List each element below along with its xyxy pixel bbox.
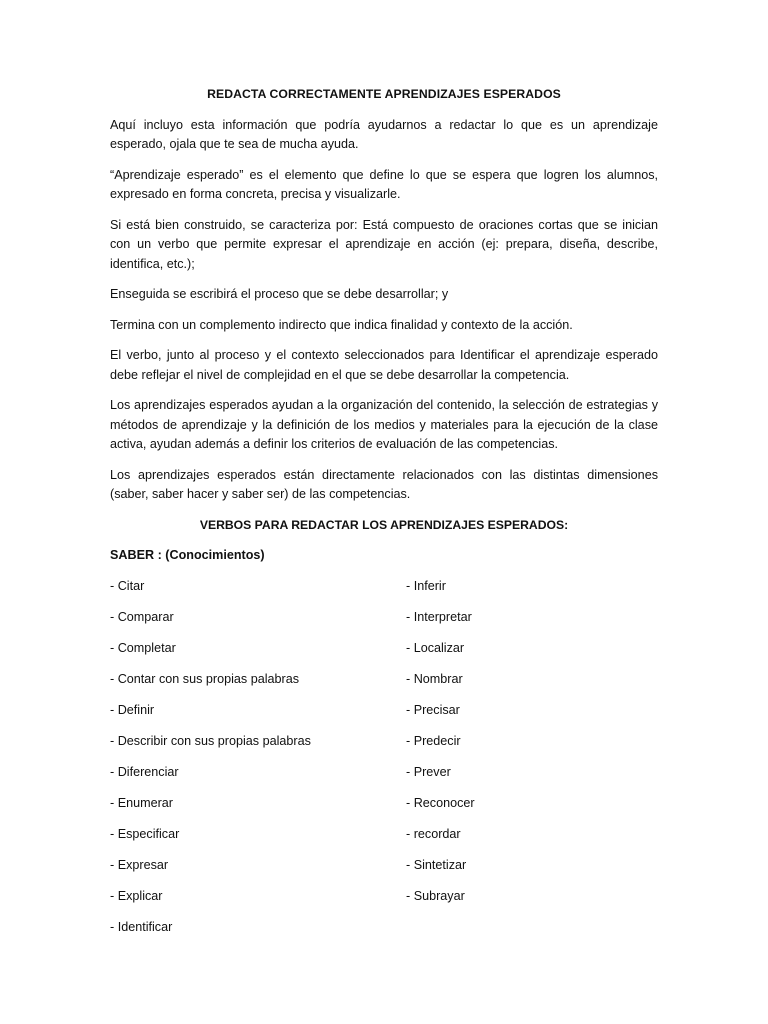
paragraph-dimensions: Los aprendizajes esperados están directamente relacionados con las distintas dimensiones (saber, saber hacer y saber ser) de las competencias.: [110, 467, 658, 501]
verb-item: - recordar: [406, 826, 461, 841]
verb-item: - Comparar: [110, 609, 174, 624]
verb-item: - Interpretar: [406, 609, 472, 624]
verb-item: - Reconocer: [406, 795, 475, 810]
paragraph-complement: Termina con un complemento indirecto que indica finalidad y contexto de la acción.: [110, 317, 573, 332]
paragraph-characteristics: Si está bien construido, se caracteriza por: Está compuesto de oraciones cortas que se inician con un verbo que permite expresar el aprendizaje en acción (ej: prepara, diseña, describe, identifica, etc.);: [110, 217, 658, 271]
verb-item: - Localizar: [406, 640, 465, 655]
verb-item: - Diferenciar: [110, 764, 179, 779]
paragraph-benefits: Los aprendizajes esperados ayudan a la organización del contenido, la selección de estrategias y métodos de aprendizaje y la definición de los medios y materiales para la ejecución de la clase activa, ayudan además a definir los criterios de evaluación de las competencias.: [110, 398, 658, 451]
verbs-left-column: [110, 577, 311, 949]
verb-item: - Enumerar: [110, 795, 173, 810]
paragraph-process: Enseguida se escribirá el proceso que se debe desarrollar; y: [110, 287, 449, 301]
verb-item: - Prever: [406, 764, 451, 779]
section-heading-saber: SABER : (Conocimientos): [110, 548, 265, 562]
paragraph-intro: Aquí incluyo esta información que podría ayudarnos a redactar lo que es un aprendizaje esperado, ojala que te sea de mucha ayuda.: [110, 117, 658, 151]
verb-item: - Sintetizar: [406, 857, 467, 872]
document-page: [110, 85, 658, 934]
verb-item: - Contar con sus propias palabras: [110, 671, 300, 686]
verb-item: - Describir con sus propias palabras: [110, 733, 311, 748]
verb-item: - Definir: [110, 702, 155, 717]
verb-item: - Explicar: [110, 888, 163, 903]
verb-item: - Precisar: [406, 702, 460, 717]
verb-item: - Identificar: [110, 919, 173, 934]
verb-item: - Predecir: [406, 733, 461, 748]
verb-item: - Expresar: [110, 857, 169, 872]
verb-item: - Inferir: [406, 578, 446, 593]
verbs-right-column: [406, 577, 475, 918]
verb-item: - Especificar: [110, 826, 180, 841]
paragraph-definition: “Aprendizaje esperado” es el elemento que define lo que se espera que logren los alumnos, expresado en forma concreta, precisa y visualizarle.: [110, 167, 658, 201]
document-title: REDACTA CORRECTAMENTE APRENDIZAJES ESPERADOS: [207, 87, 561, 101]
verb-item: - Citar: [110, 578, 145, 593]
verb-item: - Nombrar: [406, 671, 463, 686]
verb-item: - Subrayar: [406, 888, 465, 903]
verb-item: - Completar: [110, 640, 176, 655]
verbs-title: VERBOS PARA REDACTAR LOS APRENDIZAJES ESPERADOS:: [199, 517, 569, 532]
paragraph-verb-context: El verbo, junto al proceso y el contexto seleccionados para Identificar el aprendizaje esperado debe reflejar el nivel de complejidad en el que se debe desarrollar la competencia.: [110, 348, 658, 382]
